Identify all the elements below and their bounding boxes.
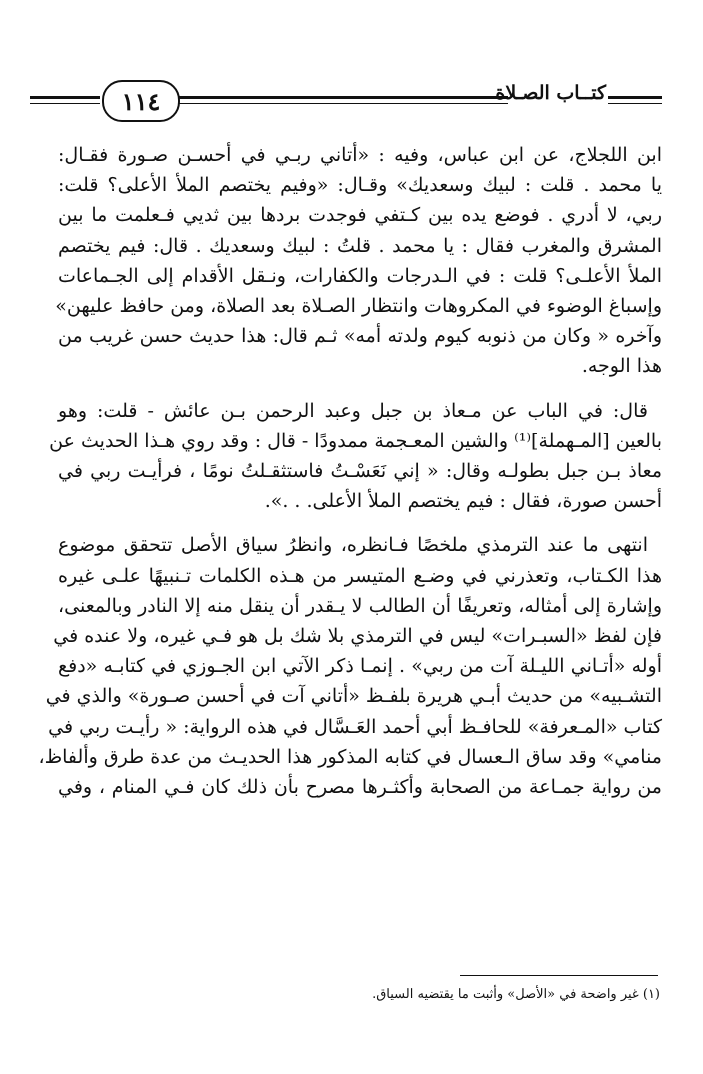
text-line: أوله «أتـاني الليـلة آت من ربي» . إنمـا ذكر الآتي ابن الجـوزي في كتابـه «دفع	[58, 655, 662, 678]
paragraph-1	[55, 140, 662, 382]
text-line: الملأ الأعلـى؟ قلت : في الـدرجات والكفارات، ونـقل الأقدام إلى الجـماعات	[58, 264, 662, 287]
text-line: انتهى ما عند الترمذي ملخصًا فـانظره، وانظرُ سياق الأصل تتحقق موضوع	[58, 534, 648, 557]
text-line: وإسباغ الوضوء في المكروهات وانتظار الصـلاة بعد الصلاة، ومن حافظ عليهن»	[55, 295, 662, 318]
page-number: ١١٤	[102, 80, 180, 122]
header-rule	[178, 103, 508, 104]
page-header	[30, 78, 662, 122]
text-line: ابن اللجلاج، عن ابن عباس، وفيه : «أتاني ربـي في أحسـن صـورة فقـال:	[58, 144, 662, 166]
footnote: (١) غير واضحة في «الأصل» وأثبت ما يقتضيه السياق.	[372, 987, 660, 1002]
header-rule	[178, 96, 508, 99]
footnote-divider	[460, 975, 658, 976]
text-line: ربي، لا أدري . فوضع يده بين كـتفي فوجدت بردها بين ثديي فـعلمت ما بين	[58, 204, 662, 227]
text-line: قال: في الباب عن مـعاذ بن جبل وعبد الرحمن بـن عائش - قلت: وهو	[58, 399, 648, 422]
paragraph-3	[38, 530, 662, 802]
text-line: هذا الكـتاب، وتعذرني في وضـع المتيسر من هـذه الكلمات تـنبيهًا علـى غيره	[58, 564, 662, 587]
text-line: بالعين [المـهملة]⁽¹⁾ والشين المعـجمة ممدودًا - قال : وقد روي هـذا الحديث عن	[49, 429, 662, 452]
paragraph-2	[49, 396, 662, 517]
running-title: كتــاب الصـلاة	[495, 82, 606, 104]
header-rule	[30, 103, 100, 104]
text-line: معاذ بـن جبل بطولـه وقال: « إني نَعَسْـتُ فاستثقـلتُ نومًا ، فرأيـت ربي في	[58, 460, 662, 483]
text-line: وإشارة إلى أمثاله، وتعريفًا أن الطالب لا يـقدر أن ينقل منه إلا النادر وبالمعنى،	[58, 594, 662, 617]
header-rule	[608, 103, 662, 104]
text-line: من رواية جمـاعة من الصحابة وأكثـرها مصرح بأن ذلك كان فـي المنام ، وفي	[58, 776, 662, 799]
header-rule	[608, 96, 662, 99]
text-line: كتاب «المـعرفة» للحافـظ أبي أحمد العَـسَّال في هذه الرواية: « رأيـت ربي في	[48, 715, 662, 738]
text-line: يا محمد . قلت : لبيك وسعديك» وقـال: «وفيم يختصم الملأ الأعلى؟ قلت:	[58, 174, 662, 197]
text-line: المشرق والمغرب فقال : يا محمد . قلتُ : لبيك وسعديك . قال: فيم يختصم	[58, 234, 662, 257]
text-line: التشـبيه» من حديث أبـي هريرة بلفـظ «أتاني آت في أحسن صـورة» والذي في	[45, 685, 662, 708]
text-line: منامي» وقد ساق الـعسال في كتابه المذكور هذا الحديـث من عدة طرق وألفاظ،	[38, 745, 662, 768]
text-line: فإن لفظ «السبـرات» ليس في الترمذي بلا شك بل هو فـي غيره، ولا عنده في	[53, 625, 662, 648]
text-line: وآخره « وكان من ذنوبه كيوم ولدته أمه» ثـم قال: هذا حديث حسن غريب من	[58, 325, 662, 348]
text-line: هذا الوجه.	[581, 355, 662, 378]
text-line: أحسن صورة، فقال : فيم يختصم الملأ الأعلى. . .».	[264, 490, 662, 513]
main-text	[38, 140, 662, 802]
header-rule	[30, 96, 100, 99]
